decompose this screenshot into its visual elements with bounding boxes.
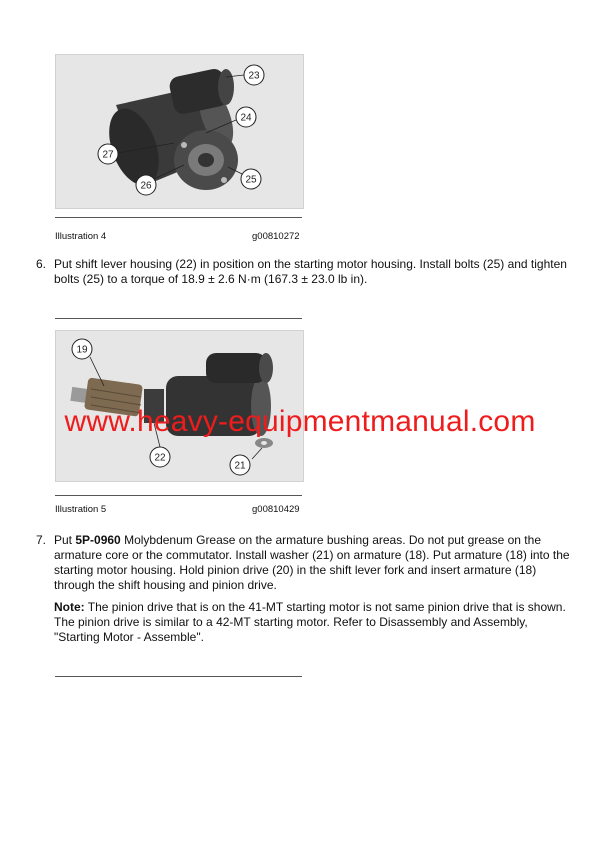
svg-text:21: 21 [234,460,246,472]
step-6-text: Put shift lever housing (22) in position on the starting motor housing. Install bolts (25) and tighten bolts (25) to a torque of 18.9 ± 2.6 N·m (167.3 ± 23.0 lb in). [54,257,567,286]
callout-21 [230,455,250,475]
callout-27 [98,144,118,164]
callout-25 [241,169,261,189]
illustration-5-caption: Illustration 5 [55,504,107,515]
svg-text:24: 24 [240,112,252,124]
note-paragraph [54,600,574,645]
callout-22 [150,447,170,467]
svg-text:23: 23 [248,70,260,82]
svg-text:26: 26 [140,180,152,192]
svg-text:22: 22 [154,452,166,464]
step-6 [36,257,576,287]
illustration-5-top-rule [55,318,302,319]
watermark-text: www.heavy-equipmentmanual.com [64,405,536,438]
illustration-5-rule [55,495,302,496]
callout-26 [136,175,156,195]
step-7 [36,533,576,593]
step-6-number: 6. [36,257,47,271]
note-text: The pinion drive that is on the 41-MT starting motor is not same pinion drive that is shown. The pinion drive is similar to a 42-MT starting motor. Refer to Disassembly and Assembly, "Starting Motor - Assemble". [54,600,566,644]
step-7-body: Molybdenum Grease on the armature bushing areas. Do not put grease on the armature core or the commutator. Install washer (21) on armature (18). Put armature (18) into the starting motor housing. Hold pinion drive (20) in the shift lever fork and insert armature (18) through the shift housing and pinion drive. [54,533,570,592]
callout-24 [236,107,256,127]
bottom-rule [55,676,302,677]
svg-text:25: 25 [245,174,257,186]
step-7-text [54,533,576,593]
illustration-5-code: g00810429 [252,504,300,515]
step-7-number: 7. [36,533,47,547]
note-label: Note: [54,600,85,614]
callout-19 [72,339,92,359]
part-number: 5P-0960 [75,533,121,547]
step-7-lead: Put [54,533,76,547]
callout-23 [244,65,264,85]
illustration-4-photo [55,54,304,209]
svg-text:19: 19 [76,344,88,356]
illustration-4-caption: Illustration 4 [55,231,107,242]
illustration-4-code: g00810272 [252,231,300,242]
illustration-4-rule [55,217,302,218]
svg-text:27: 27 [102,149,114,161]
